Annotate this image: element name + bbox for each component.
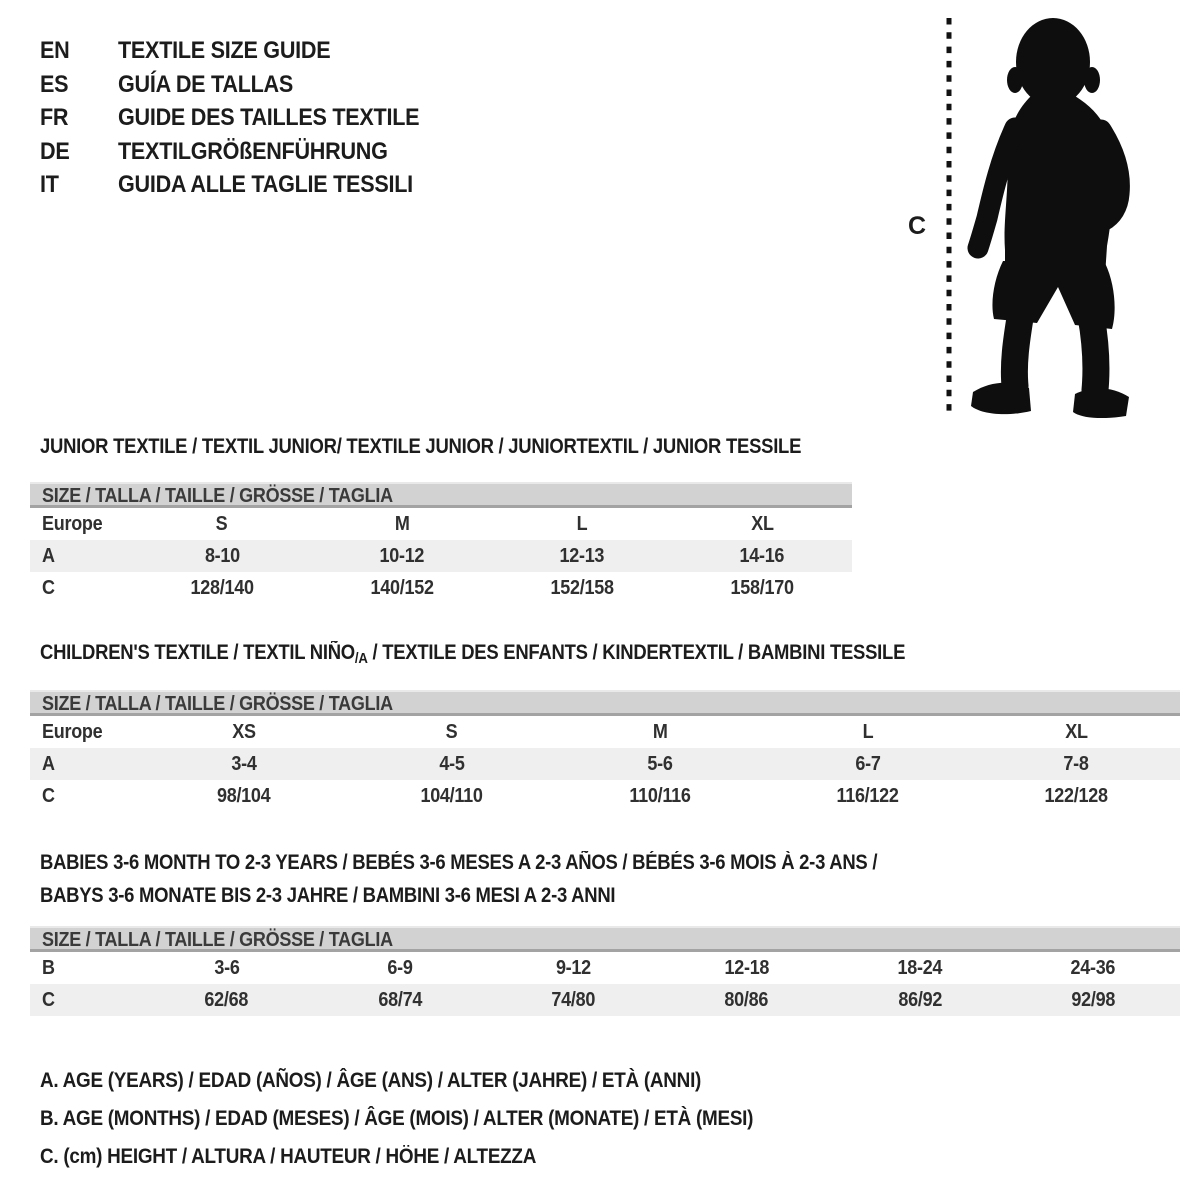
babies-size-table — [30, 926, 1180, 1016]
table-cell: 62/68 — [204, 989, 249, 1011]
table-cell: 3-6 — [214, 957, 240, 979]
language-row-es — [40, 68, 453, 102]
language-row-fr — [40, 101, 453, 135]
table-cell: 128/140 — [190, 577, 254, 599]
junior-table-size-header: SIZE / TALLA / TAILLE / GRÖSSE / TAGLIA — [30, 482, 852, 508]
row-label: C — [42, 785, 55, 807]
row-label: B — [42, 957, 55, 979]
row-label: C — [42, 577, 55, 599]
footnote-height-cm: C. (cm) HEIGHT / ALTURA / HAUTEUR / HÖHE / ALTEZZA — [40, 1145, 537, 1168]
language-title: GUÍA DE TALLAS — [118, 70, 294, 98]
language-code: FR — [40, 104, 69, 131]
language-code: ES — [40, 70, 69, 98]
language-title: TEXTILE SIZE GUIDE — [118, 37, 331, 64]
legend-footnotes — [40, 1062, 832, 1176]
table-cell: 98/104 — [217, 785, 271, 807]
babies-table-row-months — [30, 952, 1180, 984]
table-cell: 4-5 — [439, 753, 465, 775]
junior-table-row-age — [30, 540, 852, 572]
language-row-de — [40, 135, 453, 169]
table-cell: 10-12 — [379, 545, 425, 567]
language-title: TEXTILGRÖßENFÜHRUNG — [118, 137, 388, 165]
table-cell: 7-8 — [1063, 753, 1089, 775]
language-title: GUIDE DES TAILLES TEXTILE — [118, 104, 420, 131]
size-column-header: S — [216, 513, 228, 535]
language-title: GUIDA ALLE TAGLIE TESSILI — [118, 171, 413, 198]
junior-section-title: JUNIOR TEXTILE / TEXTIL JUNIOR/ TEXTILE JUNIOR / JUNIORTEXTIL / JUNIOR TESSILE — [40, 435, 802, 458]
row-label: A — [42, 545, 55, 567]
table-cell: 122/128 — [1044, 785, 1108, 807]
size-column-header: M — [394, 513, 410, 535]
table-cell: 116/122 — [836, 785, 900, 807]
table-cell: 12-13 — [559, 545, 605, 567]
junior-table-columns-row — [30, 508, 852, 540]
toddler-silhouette-icon — [963, 16, 1135, 418]
table-cell: 152/158 — [550, 577, 614, 599]
size-column-header: L — [862, 721, 874, 743]
table-cell: 68/74 — [378, 989, 422, 1011]
language-code: EN — [40, 37, 70, 64]
children-table-size-header: SIZE / TALLA / TAILLE / GRÖSSE / TAGLIA — [30, 690, 1180, 716]
children-table-row-height — [30, 780, 1180, 812]
footnote-age-months: B. AGE (MONTHS) / EDAD (MESES) / ÂGE (MOIS) / ALTER (MONATE) / ETÀ (MESI) — [40, 1107, 754, 1130]
table-cell: 80/86 — [724, 989, 769, 1011]
size-column-header: L — [576, 513, 588, 535]
children-size-table — [30, 690, 1180, 812]
table-cell: 92/98 — [1071, 989, 1116, 1011]
table-cell: 158/170 — [730, 577, 794, 599]
table-cell: 6-7 — [855, 753, 881, 775]
table-cell: 6-9 — [387, 957, 413, 979]
region-header-cell: Europe — [42, 721, 103, 743]
size-column-header: XS — [232, 721, 256, 743]
row-label: A — [42, 753, 55, 775]
nino-a-subscript: /A — [354, 650, 368, 667]
table-cell: 5-6 — [647, 753, 673, 775]
size-column-header: S — [446, 721, 458, 743]
table-cell: 104/110 — [420, 785, 484, 807]
table-cell: 9-12 — [555, 957, 591, 979]
table-cell: 24-36 — [1070, 957, 1116, 979]
babies-section-title: BABIES 3-6 MONTH TO 2-3 YEARS / BEBÉS 3-6 MESES A 2-3 AÑOS / BÉBÉS 3-6 MOIS À 2-3 ANS / BABYS 3-6 MONATE BIS 2-3 JAHRE / BAMBINI 3-6 MESI A 2-3 ANNI — [40, 851, 878, 907]
footnote-age-years: A. AGE (YEARS) / EDAD (AÑOS) / ÂGE (ANS) / ALTER (JAHRE) / ETÀ (ANNI) — [40, 1069, 702, 1092]
region-header-cell: Europe — [42, 513, 103, 535]
language-row-it — [40, 168, 453, 202]
size-column-header: XL — [750, 513, 774, 535]
table-cell: 12-18 — [724, 957, 769, 979]
table-cell: 86/92 — [898, 989, 942, 1011]
language-code: DE — [40, 137, 70, 165]
size-column-header: M — [652, 721, 668, 743]
children-table-columns-row — [30, 716, 1180, 748]
babies-table-row-height — [30, 984, 1180, 1016]
children-section-title: CHILDREN'S TEXTILE / TEXTIL NIÑO/A / TEXTILE DES ENFANTS / KINDERTEXTIL / BAMBINI TESSILE — [40, 641, 906, 667]
children-table-row-age — [30, 748, 1180, 780]
table-cell: 140/152 — [370, 577, 434, 599]
height-measure-label: C — [908, 212, 927, 240]
size-column-header: XL — [1064, 721, 1088, 743]
table-cell: 18-24 — [897, 957, 943, 979]
row-label: C — [42, 989, 55, 1011]
language-code: IT — [40, 171, 59, 198]
table-cell: 8-10 — [204, 545, 240, 567]
table-cell: 74/80 — [551, 989, 596, 1011]
junior-size-table — [30, 482, 852, 604]
babies-table-size-header: SIZE / TALLA / TAILLE / GRÖSSE / TAGLIA — [30, 926, 1180, 952]
language-row-en — [40, 34, 453, 68]
table-cell: 110/116 — [629, 785, 691, 807]
junior-table-row-height — [30, 572, 852, 604]
table-cell: 3-4 — [231, 753, 257, 775]
language-title-list — [40, 34, 453, 202]
table-cell: 14-16 — [739, 545, 785, 567]
height-measure-dashed-line — [944, 14, 954, 420]
